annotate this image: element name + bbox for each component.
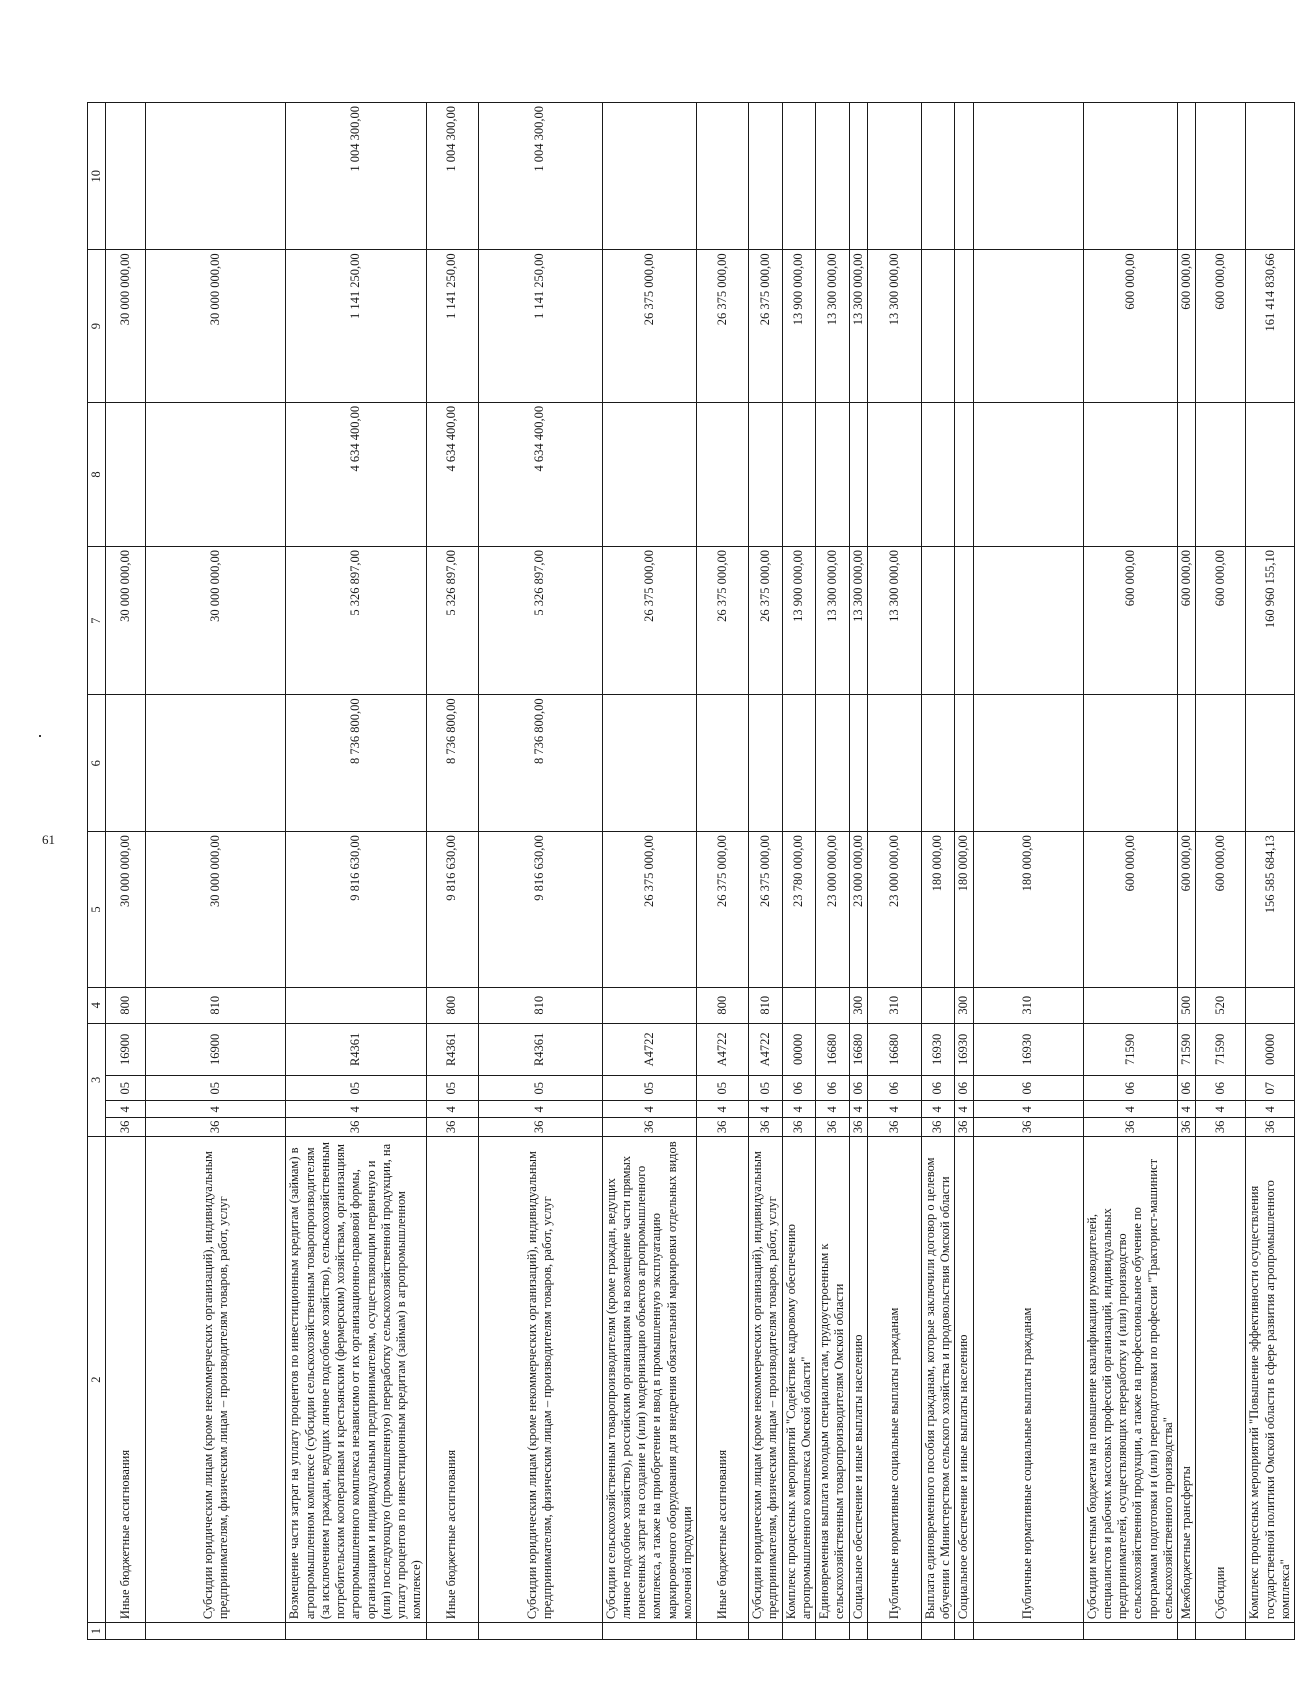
- value-cell-6: [106, 695, 146, 832]
- value-cell-9: 1 141 250,00: [426, 250, 478, 403]
- value-cell-7: 13 300 000,00: [867, 547, 921, 695]
- value-cell-10: [1083, 103, 1178, 250]
- code-part-cell: 4: [749, 1101, 783, 1118]
- value-cell-6: [1246, 695, 1295, 832]
- value-cell-10: [697, 103, 749, 250]
- value-cell-10: [921, 103, 955, 250]
- value-cell-8: [867, 402, 921, 546]
- value-cell-9: 13 300 000,00: [816, 250, 850, 403]
- value-cell-8: [849, 402, 867, 546]
- expense-type-cell: [602, 987, 697, 1023]
- code-part-cell: 36: [921, 1118, 955, 1137]
- value-cell-5: 26 375 000,00: [749, 832, 783, 988]
- code-part-cell: 05: [478, 1076, 602, 1101]
- value-cell-7: 30 000 000,00: [146, 547, 286, 695]
- row-index-cell: [286, 1623, 426, 1640]
- value-cell-8: [602, 402, 697, 546]
- expense-type-cell: 800: [106, 987, 146, 1023]
- value-cell-8: [146, 402, 286, 546]
- code-part-cell: 36: [1178, 1118, 1196, 1137]
- value-cell-8: [1246, 402, 1295, 546]
- code-part-cell: 4: [1178, 1101, 1196, 1118]
- value-cell-6: 8 736 800,00: [286, 695, 426, 832]
- code-part-cell: 36: [816, 1118, 850, 1137]
- code-part-cell: 4: [106, 1101, 146, 1118]
- header-cell: 10: [88, 103, 106, 250]
- row-index-cell: [867, 1623, 921, 1640]
- row-name-cell: Субсидии: [1196, 1137, 1246, 1623]
- value-cell-5: 9 816 630,00: [286, 832, 426, 988]
- code-part-cell: 4: [1083, 1101, 1178, 1118]
- table-row: [749, 103, 783, 1640]
- row-name-cell: Межбюджетные трансферты: [1178, 1137, 1196, 1623]
- value-cell-5: 156 585 684,13: [1246, 832, 1295, 988]
- row-index-cell: [973, 1623, 1083, 1640]
- code-part-cell: 36: [1246, 1118, 1295, 1137]
- value-cell-10: [749, 103, 783, 250]
- page-number: 61: [42, 832, 55, 847]
- code-part-cell: 05: [146, 1076, 286, 1101]
- value-cell-9: 600 000,00: [1196, 250, 1246, 403]
- value-cell-7: 600 000,00: [1083, 547, 1178, 695]
- row-name-cell: Социальное обеспечение и иные выплаты населению: [955, 1137, 973, 1623]
- value-cell-7: 13 300 000,00: [849, 547, 867, 695]
- header-cell: 6: [88, 695, 106, 832]
- value-cell-10: [146, 103, 286, 250]
- code-part-cell: 06: [816, 1076, 850, 1101]
- expense-type-cell: 810: [478, 987, 602, 1023]
- code-part-cell: 36: [286, 1118, 426, 1137]
- row-name-cell: Иные бюджетные ассигнования: [697, 1137, 749, 1623]
- row-index-cell: [1246, 1623, 1295, 1640]
- row-index-cell: [955, 1623, 973, 1640]
- code-part-cell: 06: [849, 1076, 867, 1101]
- value-cell-9: 161 414 830,66: [1246, 250, 1295, 403]
- value-cell-10: [1246, 103, 1295, 250]
- row-name-cell: Иные бюджетные ассигнования: [426, 1137, 478, 1623]
- code-part-cell: 36: [782, 1118, 816, 1137]
- value-cell-7: 5 326 897,00: [478, 547, 602, 695]
- header-cell: 1: [88, 1623, 106, 1640]
- value-cell-9: 26 375 000,00: [749, 250, 783, 403]
- value-cell-8: 4 634 400,00: [426, 402, 478, 546]
- value-cell-10: [602, 103, 697, 250]
- header-cell: 4: [88, 987, 106, 1023]
- code-part-cell: 05: [602, 1076, 697, 1101]
- value-cell-8: [955, 402, 973, 546]
- code-part-cell: 36: [1196, 1118, 1246, 1137]
- value-cell-6: [867, 695, 921, 832]
- value-cell-8: [816, 402, 850, 546]
- table-row: [782, 103, 816, 1640]
- value-cell-5: 23 000 000,00: [816, 832, 850, 988]
- table-row: [602, 103, 697, 1640]
- value-cell-6: [1178, 695, 1196, 832]
- value-cell-10: 1 004 300,00: [426, 103, 478, 250]
- expense-type-cell: 300: [955, 987, 973, 1023]
- header-row: [88, 103, 106, 1640]
- value-cell-5: 600 000,00: [1083, 832, 1178, 988]
- value-cell-5: 23 780 000,00: [782, 832, 816, 988]
- value-cell-5: 180 000,00: [955, 832, 973, 988]
- value-cell-10: 1 004 300,00: [286, 103, 426, 250]
- value-cell-6: [955, 695, 973, 832]
- scan-dot: [39, 735, 41, 737]
- code-part-cell: R4361: [478, 1023, 602, 1076]
- value-cell-10: [849, 103, 867, 250]
- value-cell-5: 600 000,00: [1178, 832, 1196, 988]
- code-part-cell: 05: [426, 1076, 478, 1101]
- row-index-cell: [749, 1623, 783, 1640]
- budget-table: [87, 102, 1295, 1640]
- value-cell-7: 13 300 000,00: [816, 547, 850, 695]
- code-part-cell: 4: [697, 1101, 749, 1118]
- table-row: [973, 103, 1083, 1640]
- table-row: [1178, 103, 1196, 1640]
- value-cell-9: 600 000,00: [1083, 250, 1178, 403]
- code-part-cell: 07: [1246, 1076, 1295, 1101]
- code-part-cell: 36: [106, 1118, 146, 1137]
- code-part-cell: 00000: [782, 1023, 816, 1076]
- value-cell-6: [782, 695, 816, 832]
- value-cell-6: [1196, 695, 1246, 832]
- code-part-cell: 4: [478, 1101, 602, 1118]
- row-index-cell: [602, 1623, 697, 1640]
- code-part-cell: 36: [697, 1118, 749, 1137]
- table-row: [921, 103, 955, 1640]
- code-part-cell: 36: [955, 1118, 973, 1137]
- code-part-cell: 16900: [146, 1023, 286, 1076]
- code-part-cell: 05: [749, 1076, 783, 1101]
- value-cell-10: [816, 103, 850, 250]
- code-part-cell: 05: [106, 1076, 146, 1101]
- value-cell-7: 600 000,00: [1196, 547, 1246, 695]
- value-cell-7: 13 900 000,00: [782, 547, 816, 695]
- expense-type-cell: 310: [867, 987, 921, 1023]
- row-name-cell: Единовременная выплата молодым специалистам, трудоустроенным к сельскохозяйственным товаропроизводителям Омской области: [816, 1137, 850, 1623]
- code-part-cell: 16930: [973, 1023, 1083, 1076]
- value-cell-7: 160 960 155,10: [1246, 547, 1295, 695]
- value-cell-5: 26 375 000,00: [602, 832, 697, 988]
- expense-type-cell: [1246, 987, 1295, 1023]
- rotated-table-container: [87, 102, 1292, 1640]
- code-part-cell: 06: [955, 1076, 973, 1101]
- header-cell: 8: [88, 402, 106, 546]
- row-name-cell: Социальное обеспечение и иные выплаты населению: [849, 1137, 867, 1623]
- row-index-cell: [782, 1623, 816, 1640]
- value-cell-8: [697, 402, 749, 546]
- row-name-cell: Комплекс процессных мероприятий "Содействие кадровому обеспечению агропромышленного комплекса Омской области": [782, 1137, 816, 1623]
- row-name-cell: Субсидии юридическим лицам (кроме некоммерческих организаций), индивидуальным предпринимателям, физическим лицам – производителям товаров, работ, услуг: [749, 1137, 783, 1623]
- row-index-cell: [1196, 1623, 1246, 1640]
- code-part-cell: 4: [426, 1101, 478, 1118]
- code-part-cell: A4722: [749, 1023, 783, 1076]
- value-cell-9: 30 000 000,00: [146, 250, 286, 403]
- code-part-cell: R4361: [286, 1023, 426, 1076]
- table-row: [106, 103, 146, 1640]
- code-part-cell: 4: [602, 1101, 697, 1118]
- table-row: [955, 103, 973, 1640]
- code-part-cell: 36: [602, 1118, 697, 1137]
- code-part-cell: 36: [749, 1118, 783, 1137]
- table-row: [816, 103, 850, 1640]
- value-cell-6: [973, 695, 1083, 832]
- table-row: [478, 103, 602, 1640]
- code-part-cell: 4: [955, 1101, 973, 1118]
- table-row: [426, 103, 478, 1640]
- row-name-cell: Субсидии юридическим лицам (кроме некоммерческих организаций), индивидуальным предпринимателям, физическим лицам – производителям товаров, работ, услуг: [478, 1137, 602, 1623]
- value-cell-8: [1178, 402, 1196, 546]
- value-cell-7: [921, 547, 955, 695]
- value-cell-7: 26 375 000,00: [749, 547, 783, 695]
- header-cell: 9: [88, 250, 106, 403]
- value-cell-8: [106, 402, 146, 546]
- code-part-cell: 06: [1196, 1076, 1246, 1101]
- expense-type-cell: [816, 987, 850, 1023]
- table-row: [867, 103, 921, 1640]
- row-index-cell: [1083, 1623, 1178, 1640]
- header-cell: 3: [88, 1023, 106, 1137]
- value-cell-7: 5 326 897,00: [286, 547, 426, 695]
- row-index-cell: [816, 1623, 850, 1640]
- row-name-cell: Комплекс процессных мероприятий "Повышение эффективности осуществления государственной политики Омской области в сфере развития агропромышленного комплекса": [1246, 1137, 1295, 1623]
- code-part-cell: 36: [849, 1118, 867, 1137]
- value-cell-7: [955, 547, 973, 695]
- code-part-cell: 16930: [955, 1023, 973, 1076]
- value-cell-8: [749, 402, 783, 546]
- expense-type-cell: 800: [426, 987, 478, 1023]
- header-cell: 7: [88, 547, 106, 695]
- code-part-cell: A4722: [697, 1023, 749, 1076]
- code-part-cell: 16900: [106, 1023, 146, 1076]
- row-index-cell: [1178, 1623, 1196, 1640]
- value-cell-9: 26 375 000,00: [602, 250, 697, 403]
- code-part-cell: 71590: [1196, 1023, 1246, 1076]
- value-cell-9: 13 300 000,00: [867, 250, 921, 403]
- value-cell-7: 5 326 897,00: [426, 547, 478, 695]
- code-part-cell: 4: [921, 1101, 955, 1118]
- code-part-cell: 71590: [1083, 1023, 1178, 1076]
- value-cell-7: 26 375 000,00: [697, 547, 749, 695]
- value-cell-7: 30 000 000,00: [106, 547, 146, 695]
- row-index-cell: [849, 1623, 867, 1640]
- expense-type-cell: [1083, 987, 1178, 1023]
- value-cell-6: 8 736 800,00: [426, 695, 478, 832]
- value-cell-9: 13 900 000,00: [782, 250, 816, 403]
- code-part-cell: 36: [867, 1118, 921, 1137]
- expense-type-cell: [286, 987, 426, 1023]
- code-part-cell: 4: [867, 1101, 921, 1118]
- value-cell-8: [782, 402, 816, 546]
- value-cell-5: 30 000 000,00: [146, 832, 286, 988]
- row-name-cell: Выплата единовременного пособия гражданам, которые заключили договор о целевом обучении с Министерством сельского хозяйства и продовольствия Омской области: [921, 1137, 955, 1623]
- expense-type-cell: [921, 987, 955, 1023]
- value-cell-6: [816, 695, 850, 832]
- expense-type-cell: [782, 987, 816, 1023]
- value-cell-10: [106, 103, 146, 250]
- value-cell-6: [1083, 695, 1178, 832]
- expense-type-cell: 300: [849, 987, 867, 1023]
- header-cell: 2: [88, 1137, 106, 1623]
- value-cell-9: [973, 250, 1083, 403]
- table-row: [1083, 103, 1178, 1640]
- row-index-cell: [426, 1623, 478, 1640]
- value-cell-8: [1196, 402, 1246, 546]
- value-cell-10: [1178, 103, 1196, 250]
- value-cell-6: [146, 695, 286, 832]
- value-cell-5: 30 000 000,00: [106, 832, 146, 988]
- value-cell-8: [921, 402, 955, 546]
- value-cell-9: 13 300 000,00: [849, 250, 867, 403]
- value-cell-10: [782, 103, 816, 250]
- code-part-cell: 4: [146, 1101, 286, 1118]
- row-name-cell: Возмещение части затрат на уплату процентов по инвестиционным кредитам (займам) в агропромышленном комплексе (субсидии сельскохозяйственным товаропроизводителям (за исключением граждан, ведущих личное подсобное хозяйство), сельскохозяйственным потребительским кооперативам и крестьянским (фермерским) хозяйствам, организациям агропромышленного комплекса независимо от их организационно-правовой формы, организациям и индивидуальным предпринимателям, осуществляющим первичную и (или) последующую (промышленную) переработку сельскохозяйственной продукции, на уплату процентов по инвестиционным кредитам (займам) в агропромышленном комплексе): [286, 1137, 426, 1623]
- code-part-cell: 05: [286, 1076, 426, 1101]
- value-cell-10: [955, 103, 973, 250]
- value-cell-8: [973, 402, 1083, 546]
- expense-type-cell: 520: [1196, 987, 1246, 1023]
- value-cell-9: [921, 250, 955, 403]
- value-cell-10: [867, 103, 921, 250]
- table-row: [697, 103, 749, 1640]
- value-cell-9: 1 141 250,00: [478, 250, 602, 403]
- code-part-cell: 71590: [1178, 1023, 1196, 1076]
- value-cell-10: 1 004 300,00: [478, 103, 602, 250]
- value-cell-9: 26 375 000,00: [697, 250, 749, 403]
- value-cell-7: 600 000,00: [1178, 547, 1196, 695]
- row-name-cell: Субсидии сельскохозяйственным товаропроизводителям (кроме граждан, ведущих личное подсобное хозяйство), российским организациям на возмещение части прямых понесенных затрат на создание и (или) модернизацию объектов агропромышленного комплекса, а также на приобретение и ввод в промышленную эксплуатацию маркировочного оборудования для внедрения обязательной маркировки отдельных видов молочной продукции: [602, 1137, 697, 1623]
- code-part-cell: 00000: [1246, 1023, 1295, 1076]
- code-part-cell: 36: [1083, 1118, 1178, 1137]
- value-cell-9: 600 000,00: [1178, 250, 1196, 403]
- value-cell-6: [602, 695, 697, 832]
- value-cell-6: 8 736 800,00: [478, 695, 602, 832]
- value-cell-5: 23 000 000,00: [867, 832, 921, 988]
- code-part-cell: 06: [973, 1076, 1083, 1101]
- table-row: [849, 103, 867, 1640]
- expense-type-cell: 310: [973, 987, 1083, 1023]
- code-part-cell: 4: [1246, 1101, 1295, 1118]
- value-cell-5: 180 000,00: [921, 832, 955, 988]
- expense-type-cell: 810: [146, 987, 286, 1023]
- value-cell-10: [973, 103, 1083, 250]
- value-cell-9: [955, 250, 973, 403]
- table-row: [286, 103, 426, 1640]
- value-cell-5: 9 816 630,00: [426, 832, 478, 988]
- code-part-cell: 36: [973, 1118, 1083, 1137]
- row-name-cell: Публичные нормативные социальные выплаты гражданам: [973, 1137, 1083, 1623]
- code-part-cell: 36: [146, 1118, 286, 1137]
- code-part-cell: R4361: [426, 1023, 478, 1076]
- table-row: [146, 103, 286, 1640]
- row-name-cell: Публичные нормативные социальные выплаты гражданам: [867, 1137, 921, 1623]
- value-cell-5: 9 816 630,00: [478, 832, 602, 988]
- code-part-cell: 36: [426, 1118, 478, 1137]
- value-cell-8: 4 634 400,00: [478, 402, 602, 546]
- expense-type-cell: 800: [697, 987, 749, 1023]
- value-cell-7: 26 375 000,00: [602, 547, 697, 695]
- code-part-cell: 16680: [816, 1023, 850, 1076]
- code-part-cell: 4: [849, 1101, 867, 1118]
- row-name-cell: Иные бюджетные ассигнования: [106, 1137, 146, 1623]
- row-index-cell: [146, 1623, 286, 1640]
- code-part-cell: 4: [973, 1101, 1083, 1118]
- table-row: [1196, 103, 1246, 1640]
- row-index-cell: [921, 1623, 955, 1640]
- code-part-cell: 16680: [867, 1023, 921, 1076]
- code-part-cell: 06: [921, 1076, 955, 1101]
- expense-type-cell: 500: [1178, 987, 1196, 1023]
- value-cell-6: [749, 695, 783, 832]
- row-name-cell: Субсидии местным бюджетам на повышение квалификации руководителей, специалистов и рабочих массовых профессий организаций, индивидуальных предпринимателей, осуществляющих переработку и (или) производство сельскохозяйственной продукции, а также на профессиональное обучение по программам подготовки и (или) переподготовки по профессии "Тракторист-машинист сельскохозяйственного производства": [1083, 1137, 1178, 1623]
- row-index-cell: [478, 1623, 602, 1640]
- code-part-cell: 06: [867, 1076, 921, 1101]
- code-part-cell: 16930: [921, 1023, 955, 1076]
- code-part-cell: 16680: [849, 1023, 867, 1076]
- code-part-cell: 36: [478, 1118, 602, 1137]
- code-part-cell: 4: [286, 1101, 426, 1118]
- code-part-cell: 4: [782, 1101, 816, 1118]
- value-cell-8: 4 634 400,00: [286, 402, 426, 546]
- table-row: [1246, 103, 1295, 1640]
- row-index-cell: [697, 1623, 749, 1640]
- code-part-cell: A4722: [602, 1023, 697, 1076]
- code-part-cell: 06: [1083, 1076, 1178, 1101]
- value-cell-6: [921, 695, 955, 832]
- value-cell-8: [1083, 402, 1178, 546]
- value-cell-9: 30 000 000,00: [106, 250, 146, 403]
- value-cell-9: 1 141 250,00: [286, 250, 426, 403]
- value-cell-5: 26 375 000,00: [697, 832, 749, 988]
- code-part-cell: 06: [1178, 1076, 1196, 1101]
- expense-type-cell: 810: [749, 987, 783, 1023]
- header-cell: 5: [88, 832, 106, 988]
- code-part-cell: 05: [697, 1076, 749, 1101]
- value-cell-6: [697, 695, 749, 832]
- row-name-cell: Субсидии юридическим лицам (кроме некоммерческих организаций), индивидуальным предпринимателям, физическим лицам – производителям товаров, работ, услуг: [146, 1137, 286, 1623]
- value-cell-5: 600 000,00: [1196, 832, 1246, 988]
- value-cell-7: [973, 547, 1083, 695]
- row-index-cell: [106, 1623, 146, 1640]
- value-cell-10: [1196, 103, 1246, 250]
- code-part-cell: 4: [1196, 1101, 1246, 1118]
- value-cell-5: 23 000 000,00: [849, 832, 867, 988]
- code-part-cell: 06: [782, 1076, 816, 1101]
- code-part-cell: 4: [816, 1101, 850, 1118]
- value-cell-6: [849, 695, 867, 832]
- value-cell-5: 180 000,00: [973, 832, 1083, 988]
